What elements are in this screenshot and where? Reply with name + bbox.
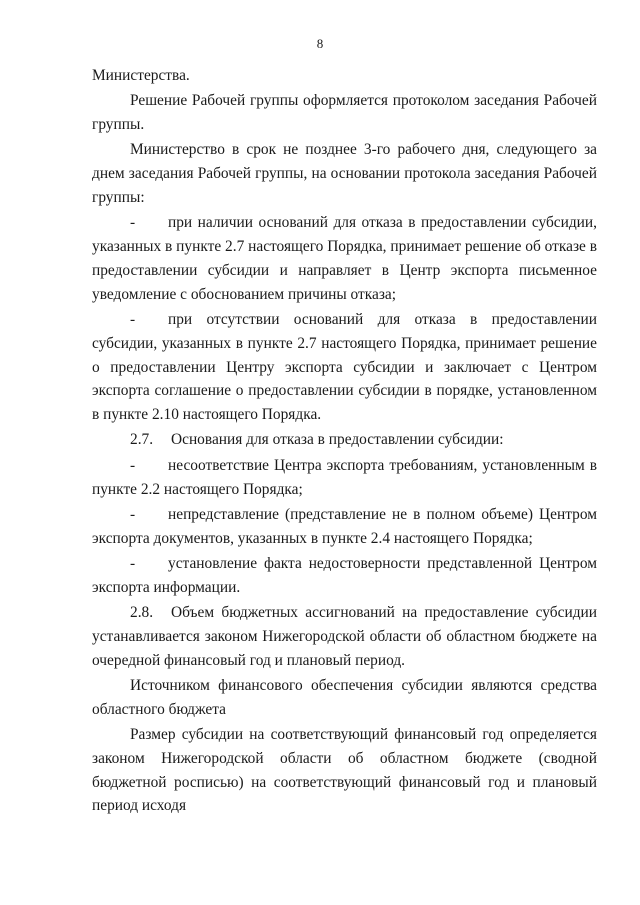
document-body — [92, 64, 597, 820]
paragraph — [92, 674, 597, 722]
list-marker: - — [130, 505, 136, 523]
clause-text: Основания для отказа в предоставлении субсидии: — [171, 431, 504, 449]
paragraph — [92, 89, 597, 137]
paragraph — [92, 723, 597, 818]
list-item-text: установление факта недостоверности представленной Центром экспорта информации. — [92, 554, 597, 596]
list-item — [92, 552, 597, 600]
list-item-text: непредставление (представление не в полном объеме) Центром экспорта документов, указанных в пункте 2.4 настоящего Порядка; — [92, 505, 597, 547]
paragraph-text: Министерства. — [92, 67, 190, 84]
list-marker: - — [130, 310, 136, 328]
list-item — [92, 211, 597, 306]
clause-number: 2.7. — [130, 431, 154, 449]
paragraph — [92, 64, 597, 88]
list-item — [92, 503, 597, 551]
list-item — [92, 308, 597, 427]
clause-text: Объем бюджетных ассигнований на предоставление субсидии устанавливается законом Нижегородской области об областном бюджете на очередной финансовый год и плановый период. — [92, 604, 597, 669]
paragraph-text: Размер субсидии на соответствующий финансовый год определяется законом Нижегородской области об областном бюджете (сводной бюджетной росписью) на соответствующий финансовый год и плановый период исходя — [92, 726, 597, 815]
list-item-text: при наличии оснований для отказа в предоставлении субсидии, указанных в пункте 2.7 настоящего Порядка, принимает решение об отказе в предоставлении субсидии и направляет в Центр экспорта письменное уведомление с обоснованием причины отказа; — [92, 214, 597, 303]
paragraph — [92, 138, 597, 209]
page-number: 8 — [316, 36, 324, 51]
list-marker: - — [130, 456, 136, 474]
list-item-text: несоответствие Центра экспорта требованиям, установленным в пункте 2.2 настоящего Порядка; — [92, 456, 597, 498]
list-item — [92, 454, 597, 502]
paragraph-text: Министерство в срок не позднее 3-го рабочего дня, следующего за днем заседания Рабочей группы, на основании протокола заседания Рабочей группы: — [92, 141, 597, 206]
numbered-clause — [92, 428, 597, 452]
clause-number: 2.8. — [130, 604, 154, 622]
list-item-text: при отсутствии оснований для отказа в предоставлении субсидии, указанных в пункте 2.7 настоящего Порядка, принимает решение о предоставлении Центру экспорта субсидии и заключает с Центром экспорта соглашение о предоставлении субсидии в порядке, установленном в пункте 2.10 настоящего Порядка. — [92, 310, 597, 424]
list-marker: - — [130, 214, 136, 232]
numbered-clause — [92, 601, 597, 672]
paragraph-text: Решение Рабочей группы оформляется протоколом заседания Рабочей группы. — [92, 92, 597, 134]
list-marker: - — [130, 554, 136, 572]
paragraph-text: Источником финансового обеспечения субсидии являются средства областного бюджета — [92, 676, 597, 718]
